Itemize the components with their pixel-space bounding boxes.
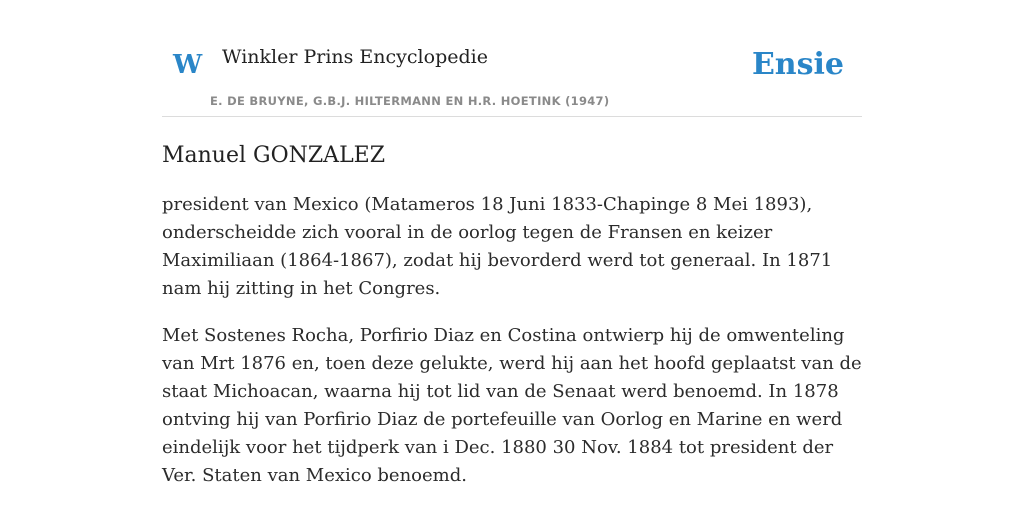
encyclopedia-title[interactable]: Winkler Prins Encyclopedie xyxy=(222,46,488,68)
page xyxy=(162,0,862,490)
header xyxy=(162,0,862,117)
ensie-logo[interactable]: Ensie xyxy=(751,47,844,82)
entry-title: Manuel GONZALEZ xyxy=(162,143,386,168)
encyclopedia-authors: E. DE BRUYNE, G.B.J. HILTERMANN EN H.R. HOETINK (1947) xyxy=(210,94,610,108)
entry-paragraph-2: Met Sostenes Rocha, Porfirio Diaz en Costina ontwierp hij de omwenteling van Mrt 1876 en, toen deze gelukte, werd hij aan het hoofd geplaatst van de staat Michoacan, waarna hij tot lid van de Senaat werd benoemd. In 1878 ontving hij van Porfirio Diaz de portefeuille van Oorlog en Marine en werd eindelijk voor het tijdperk van i Dec. 1880 30 Nov. 1884 tot president der Ver. Staten van Mexico benoemd. xyxy=(162,325,862,487)
entry-paragraph-1: president van Mexico (Matameros 18 Juni 1833-Chapinge 8 Mei 1893), onderscheidde zich vooral in de oorlog tegen de Fransen en keizer Maximiliaan (1864-1867), zodat hij bevorderd werd tot generaal. In 1871 nam hij zitting in het Congres. xyxy=(162,194,833,300)
winkler-prins-logo-icon[interactable]: W xyxy=(173,50,203,80)
